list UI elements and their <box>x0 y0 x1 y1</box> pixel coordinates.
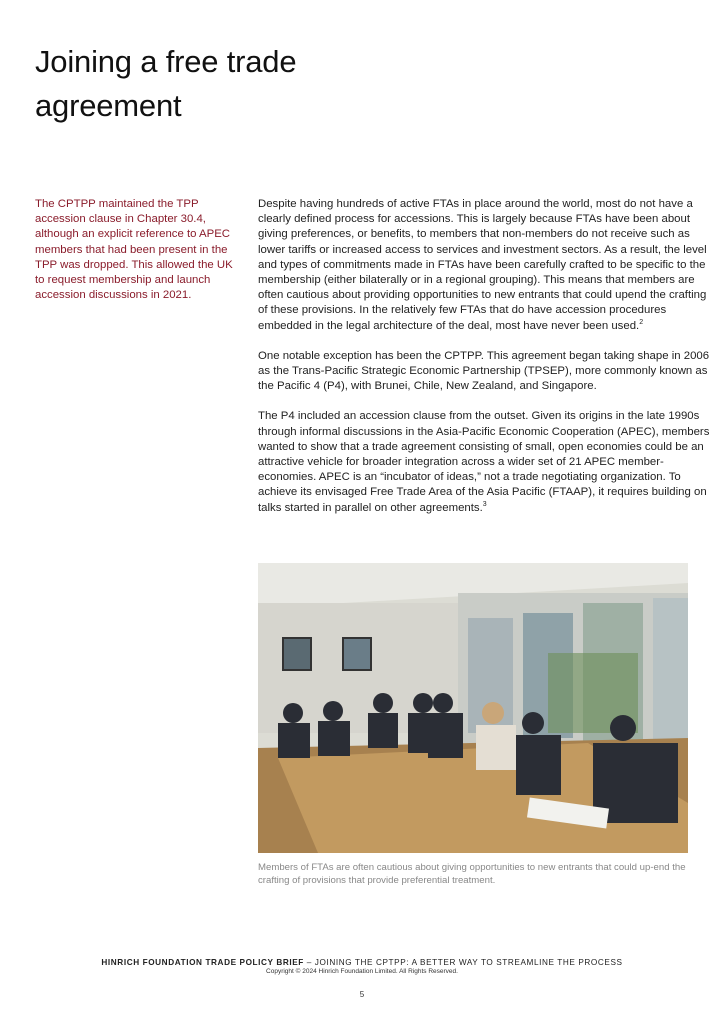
footnote-ref[interactable]: 2 <box>639 318 644 326</box>
footnote-ref[interactable]: 3 <box>482 500 487 508</box>
meeting-photo-illustration <box>258 563 688 853</box>
paragraph-text: Despite having hundreds of active FTAs in place around the world, most do not have a clearly defined process for accessions. This is largely because FTAs have been about giving preferences, or benefits, to members that non-members do not receive such as lower tariffs or increased access to services and investment sectors. As a result, the level and types of commitments made in FTAs have been carefully crafted to be specific to the membership (either bilaterally or in a regional grouping). This means that members are often cautious about providing opportunities to new entrants that could upend the crafting of these provisions. In the relatively few FTAs that do have accession procedures embedded in the legal architecture of the deal, most have never been used. <box>258 198 707 332</box>
copyright: Copyright © 2024 Hinrich Foundation Limited. All Rights Reserved. <box>266 968 458 975</box>
page-title: Joining a free trade agreement <box>35 44 297 123</box>
footer-brand: HINRICH FOUNDATION TRADE POLICY BRIEF <box>101 958 304 967</box>
footer-title <box>0 958 724 967</box>
page-number: 5 <box>359 990 365 999</box>
sidenote: The CPTPP maintained the TPP accession clause in Chapter 30.4, although an explicit reference to APEC members that had been present in the TPP was dropped. This allowed the UK to request membership and launch accession discussions in 2021. <box>35 198 233 302</box>
paragraph-text: One notable exception has been the CPTPP. This agreement began taking shape in 2006 as the Trans-Pacific Strategic Economic Partnership (TPSEP), more commonly known as the Pacific 4 (P4), with Brunei, Chile, New Zealand, and Singapore. <box>258 349 710 393</box>
meeting-photo <box>258 563 688 853</box>
photo-caption: Members of FTAs are often cautious about giving opportunities to new entrants that could up-end the crafting of provisions that provide preferential treatment. <box>258 862 686 886</box>
footer-doc-title: – JOINING THE CPTPP: A BETTER WAY TO STREAMLINE THE PROCESS <box>303 958 623 967</box>
paragraph <box>258 349 718 395</box>
body-text <box>258 197 718 531</box>
paragraph-text: The P4 included an accession clause from the outset. Given its origins in the late 1990s through informal discussions in the Asia-Pacific Economic Cooperation (APEC), members wanted to show that a trade agreement consisting of small, open economies could be an attractive vehicle for broader integration across a wider set of 21 APEC member-economies. APEC is an “incubator of ideas,” not a trade negotiating organization. To achieve its envisaged Free Trade Area of the Asia Pacific (FTAAP), it requires building on talks started in parallel on other agreements. <box>258 410 710 514</box>
paragraph <box>258 409 718 515</box>
paragraph <box>258 197 718 334</box>
